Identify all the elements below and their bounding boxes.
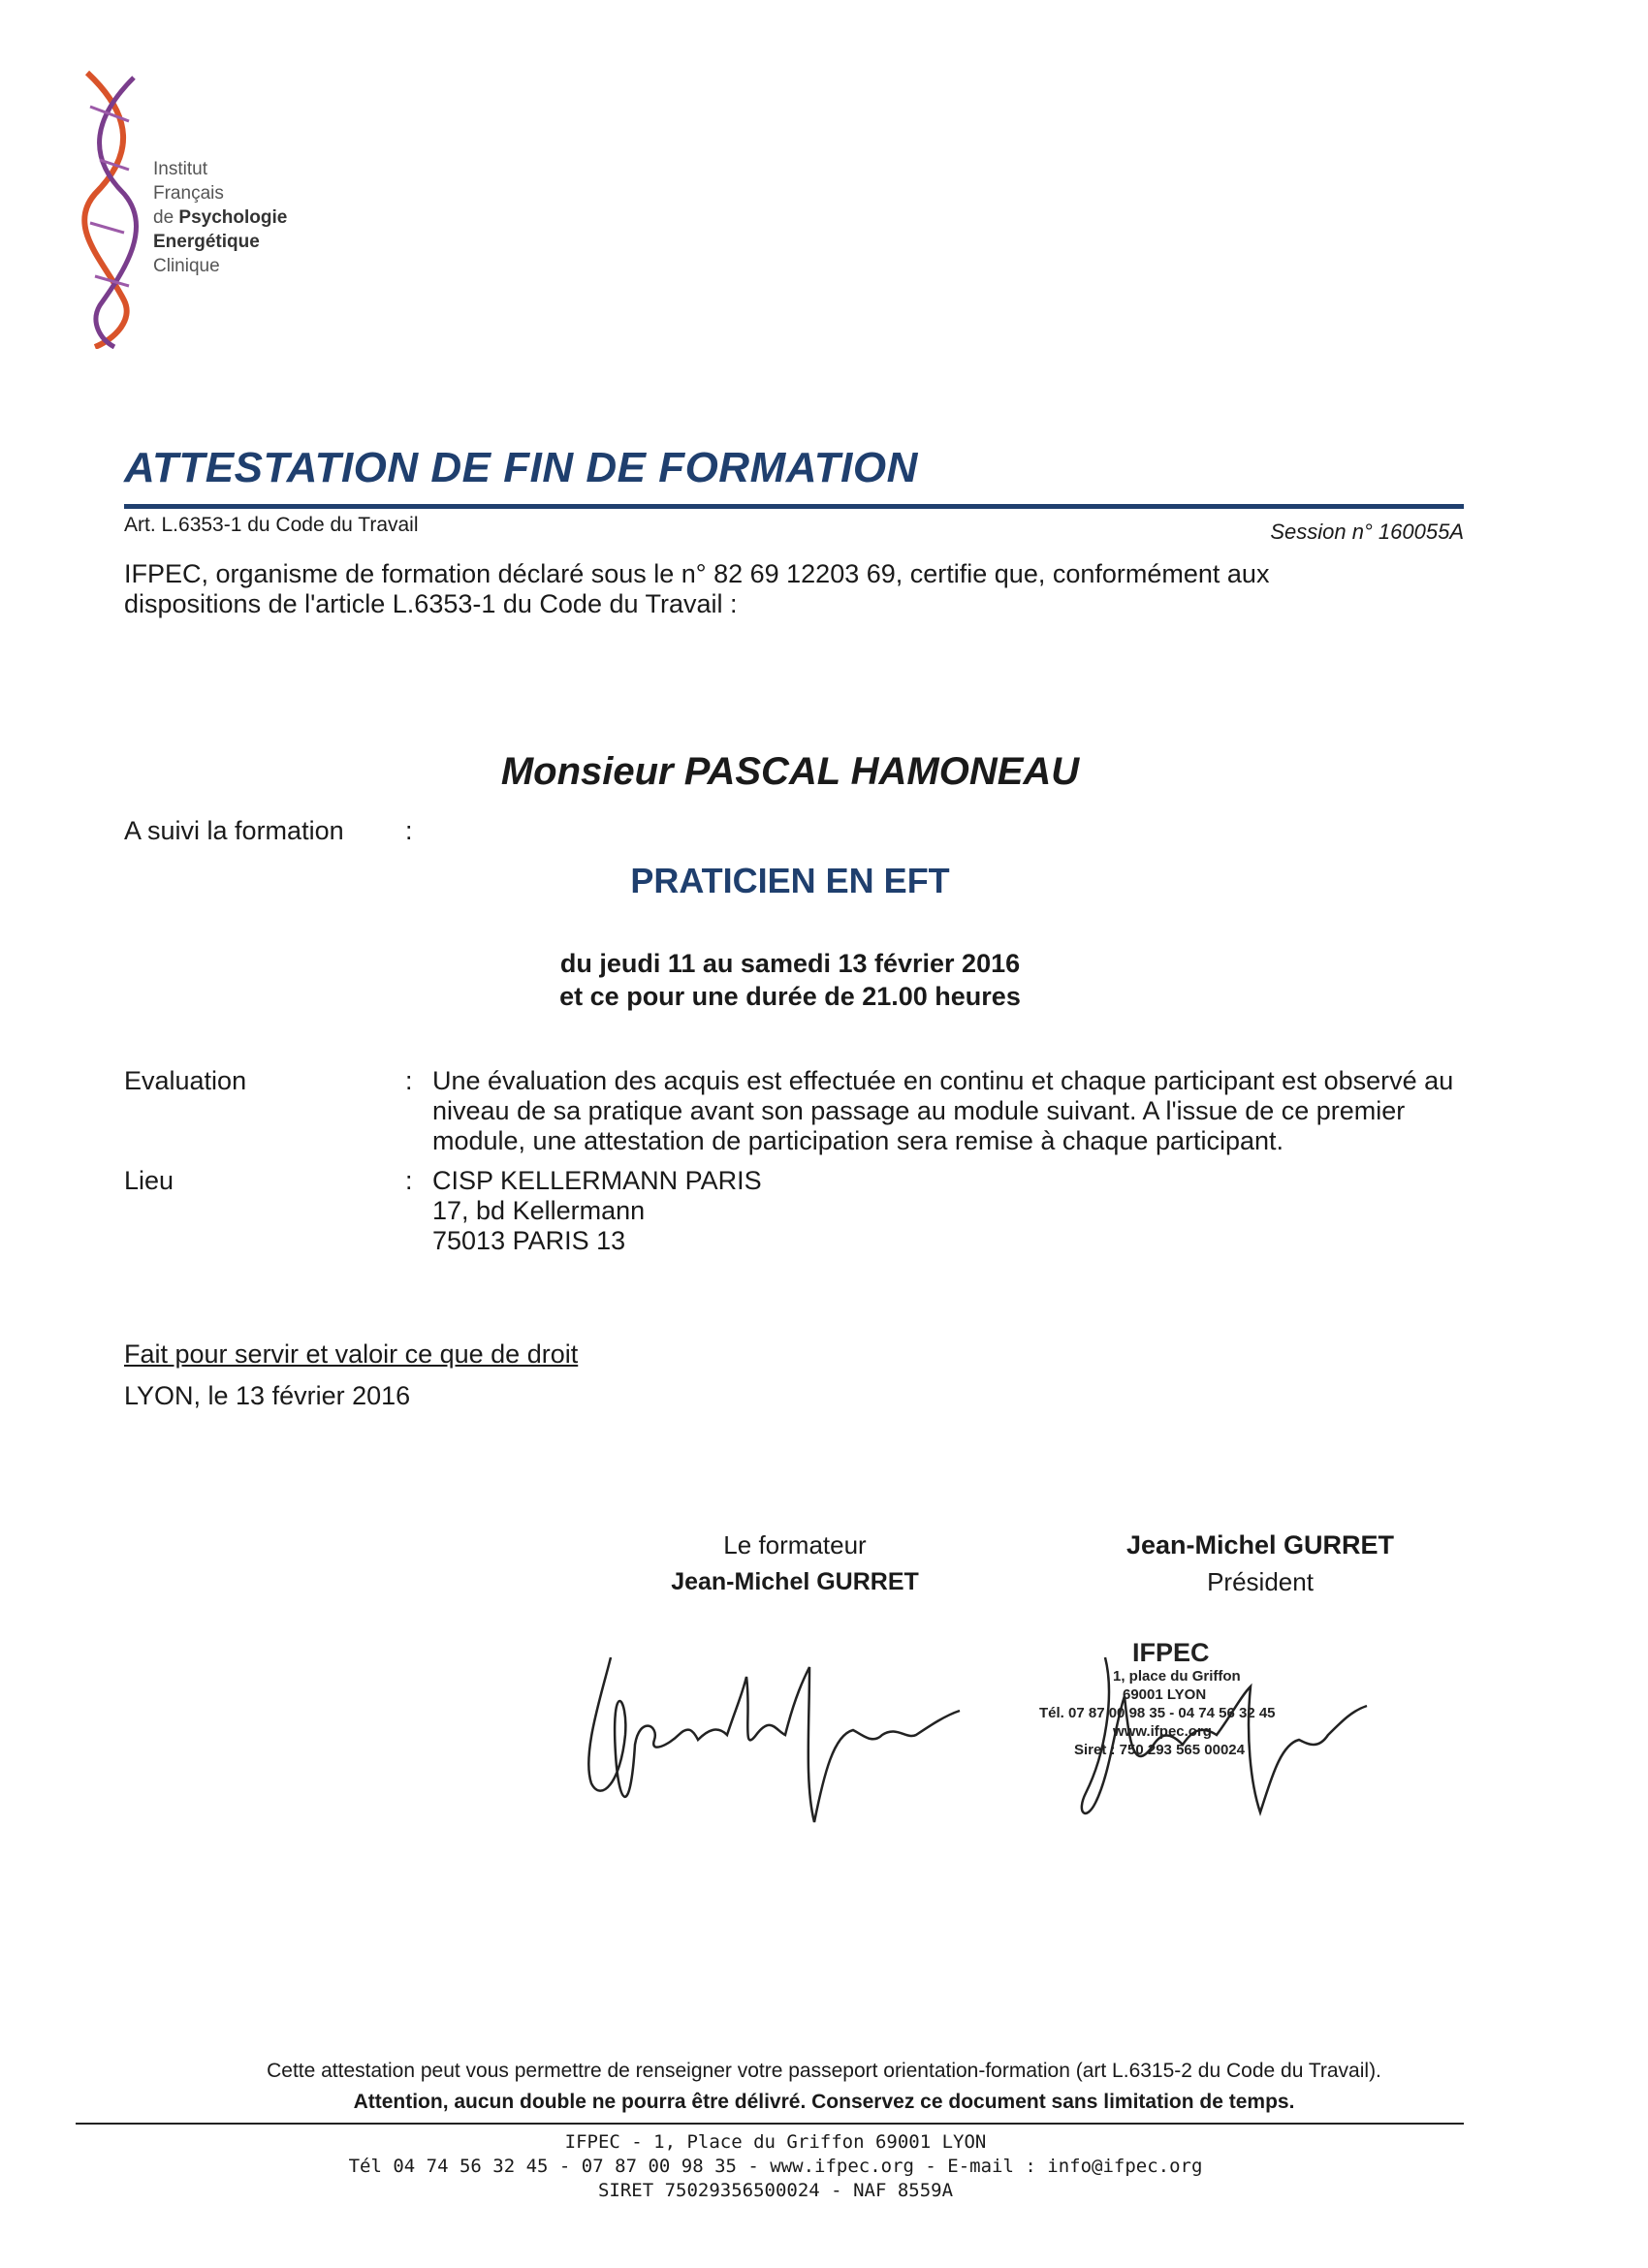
document-title: ATTESTATION DE FIN DE FORMATION <box>124 444 918 491</box>
stamp-line: 1, place du Griffon <box>1113 1668 1241 1685</box>
session-number: Session n° 160055A <box>1270 520 1464 544</box>
trainer-role: Le formateur <box>723 1530 867 1559</box>
logo-text <box>153 157 287 278</box>
certification-statement: IFPEC, organisme de formation déclaré sous le n° 82 69 12203 69, certifie que, conformément aux dispositions de l'article L.6353-1 du Code du Travail : <box>124 559 1270 618</box>
stamp-line: www.ifpec.org <box>1113 1723 1212 1740</box>
ifpec-logo-icon <box>76 68 153 349</box>
footer-address: IFPEC - 1, Place du Griffon 69001 LYON <box>564 2131 987 2153</box>
president-role: Président <box>1207 1567 1314 1596</box>
course-dates <box>0 947 1580 1013</box>
president-name: Jean-Michel GURRET <box>1125 1530 1395 1559</box>
participant-name: Monsieur PASCAL HAMONEAU <box>500 750 1080 793</box>
president-signature-block <box>1086 1527 1435 1600</box>
duration-line: et ce pour une durée de 21.00 heures <box>559 982 1021 1011</box>
trainer-signature-icon <box>572 1638 979 1832</box>
title-divider <box>124 504 1464 509</box>
footer-contact: Tél 04 74 56 32 45 - 07 87 00 98 35 - www.ifpec.org - E-mail : info@ifpec.org <box>348 2156 1203 2177</box>
colon: : <box>405 816 413 845</box>
address-line: 17, bd Kellermann <box>432 1196 646 1225</box>
article-reference: Art. L.6353-1 du Code du Travail <box>124 514 419 536</box>
logo-line: Clinique <box>153 256 220 276</box>
colon: : <box>405 1066 413 1095</box>
colon: : <box>405 1166 413 1195</box>
footer-address-block <box>0 2130 1551 2203</box>
place-date: LYON, le 13 février 2016 <box>124 1381 411 1410</box>
footer-note: Cette attestation peut vous permettre de renseigner votre passeport orientation-formation (art L.6315-2 du Code du Travail). <box>267 2060 1381 2082</box>
logo-line: Energétique <box>153 232 260 252</box>
logo-line: Institut <box>153 159 207 179</box>
location-address <box>432 1166 762 1256</box>
company-stamp <box>1035 1638 1326 1759</box>
stamp-line: 69001 LYON <box>1123 1686 1207 1703</box>
stamp-name: IFPEC <box>1132 1638 1210 1667</box>
closing-formula: Fait pour servir et valoir ce que de droit <box>124 1339 579 1369</box>
location-label: Lieu <box>124 1166 174 1195</box>
address-line: CISP KELLERMANN PARIS <box>432 1166 762 1195</box>
footer-warning: Attention, aucun double ne pourra être délivré. Conservez ce document sans limitation de temps. <box>353 2091 1295 2113</box>
course-name: PRATICIEN EN EFT <box>630 861 950 900</box>
footer-siret: SIRET 75029356500024 - NAF 8559A <box>597 2180 954 2201</box>
evaluation-text: Une évaluation des acquis est effectuée en continu et chaque participant est observé au niveau de sa pratique avant son passage au module suivant. A l'issue de ce premier module, une attestation de participation sera remise à chaque participant. <box>432 1066 1454 1155</box>
evaluation-label: Evaluation <box>124 1066 247 1095</box>
stamp-line: Siret : 750 293 565 00024 <box>1074 1742 1245 1758</box>
logo-line: de <box>153 207 174 228</box>
stamp-line: Tél. 07 87 00 98 35 - 04 74 56 32 45 <box>1039 1705 1276 1721</box>
logo-line: Français <box>153 183 224 204</box>
dates-line: du jeudi 11 au samedi 13 février 2016 <box>559 949 1021 978</box>
address-line: 75013 PARIS 13 <box>432 1226 626 1255</box>
footer-divider <box>76 2123 1464 2125</box>
trainer-signature-block <box>630 1527 960 1600</box>
trainer-name: Jean-Michel GURRET <box>671 1568 919 1595</box>
course-label: A suivi la formation <box>124 816 344 845</box>
logo-line: Psychologie <box>178 207 288 228</box>
